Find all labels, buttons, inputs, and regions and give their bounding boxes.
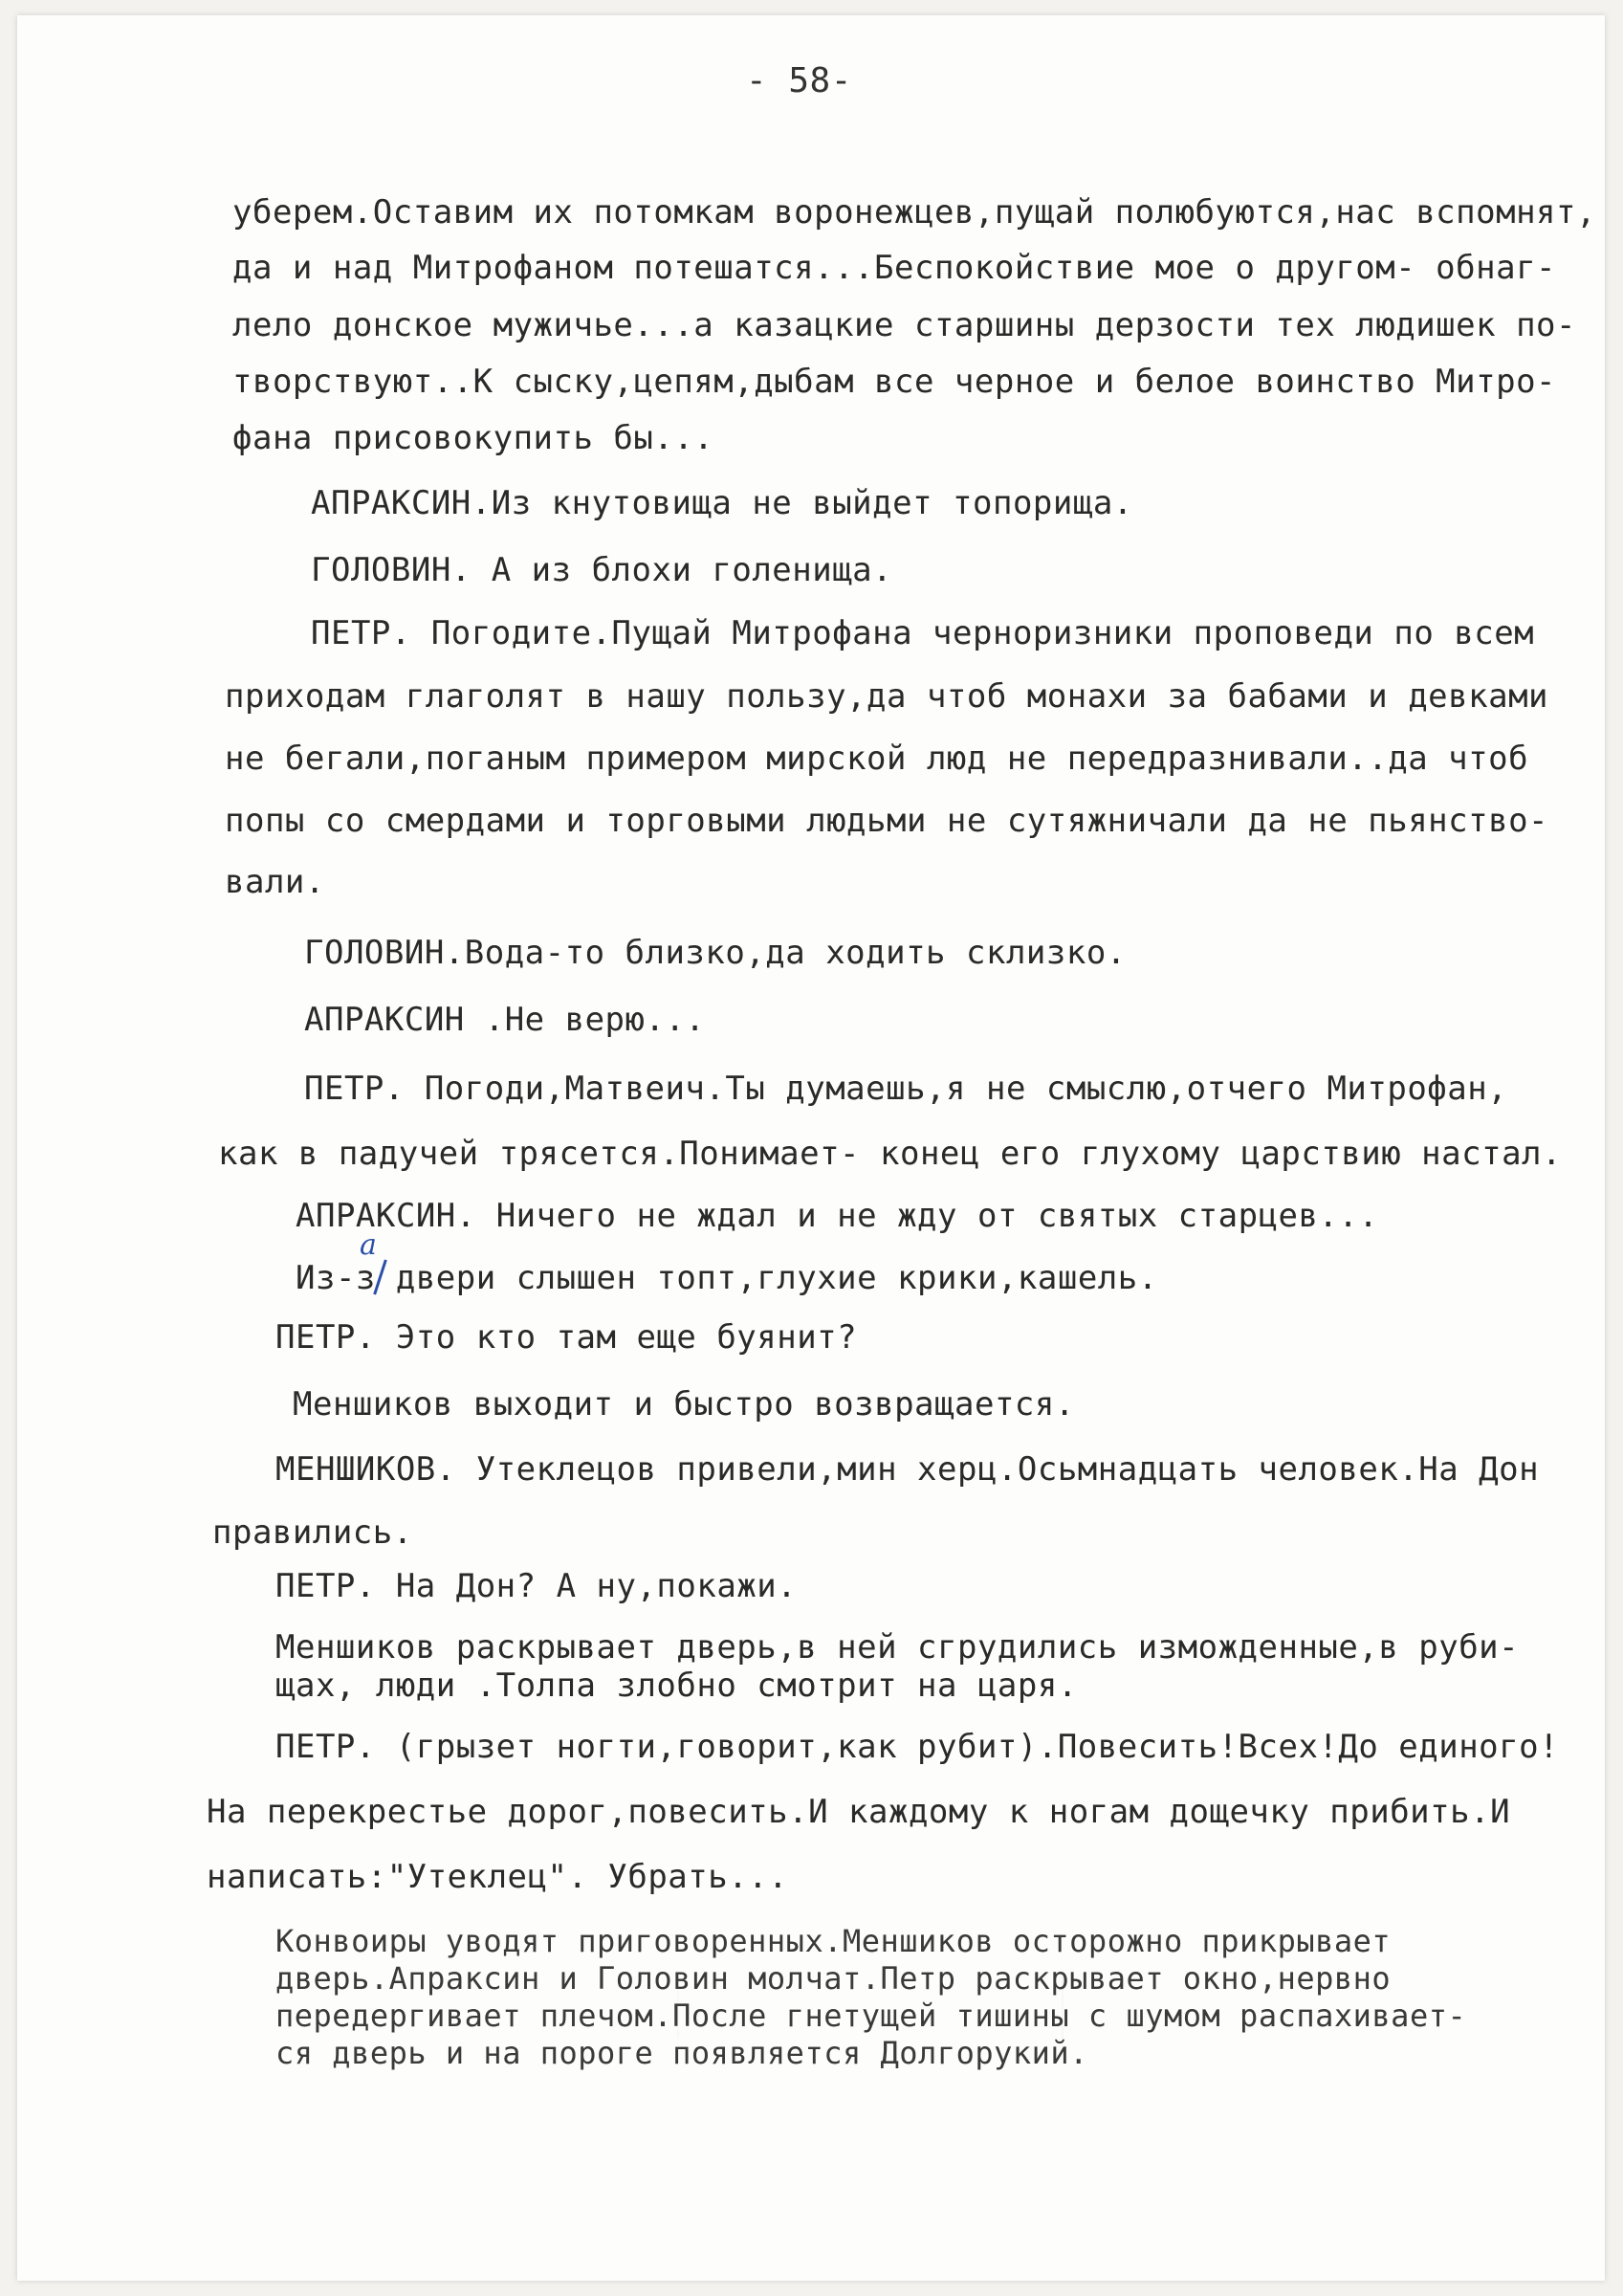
text-line: ПЕТР. На Дон? А ну,покажи. xyxy=(275,1567,798,1605)
text-line: ся дверь и на пороге появляется Долгорукий. xyxy=(275,2035,1088,2071)
text-line: Конвоиры уводят приговоренных.Меншиков осторожно прикрывает xyxy=(275,1923,1392,1959)
text-line: ПЕТР. (грызет ногти,говорит,как рубит).Повесить!Всех!До единого! xyxy=(275,1728,1560,1766)
text-line: дверь.Апраксин и Головин молчат.Петр раскрывает окно,нервно xyxy=(275,1960,1392,1997)
text-line: АПРАКСИН.Из кнутовища не выйдет топорища. xyxy=(311,484,1133,522)
text-line: попы со смердами и торговыми людьми не сутяжничали да не пьянство- xyxy=(225,802,1549,840)
text-line: лело донское мужичье...а казацкие старшины дерзости тех людишек по- xyxy=(232,306,1576,344)
document-page xyxy=(17,15,1605,2281)
text-line: щах, люди .Толпа злобно смотрит на царя. xyxy=(275,1667,1078,1705)
text-line: ПЕТР. Это кто там еще буянит? xyxy=(275,1318,858,1357)
text-line: АПРАКСИН. Ничего не ждал и не жду от святых старцев... xyxy=(296,1197,1379,1235)
text-line: МЕНШИКОВ. Утеклецов привели,мин херц.Осьмнадцать человек.На Дон xyxy=(275,1450,1540,1489)
text-line: Из-з двери слышен топт,глухие крики,кашель. xyxy=(296,1259,1158,1297)
text-line: да и над Митрофаном потешатся...Беспокойствие мое о другом- обнаг- xyxy=(232,249,1557,287)
text-line: фана присовокупить бы... xyxy=(232,419,714,457)
handwritten-correction: а xyxy=(360,1228,377,1262)
text-line: уберем.Оставим их потомкам воронежцев,пущай полюбуются,нас вспомнят, xyxy=(232,193,1596,232)
text-line: Меншиков раскрывает дверь,в ней сгрудились изможденные,в руби- xyxy=(275,1628,1520,1667)
text-line: вали. xyxy=(225,863,325,901)
text-line: Меншиков выходит и быстро возвращается. xyxy=(293,1385,1075,1424)
text-line: ГОЛОВИН. А из блохи голенища. xyxy=(311,551,893,589)
text-line: как в падучей трясется.Понимает- конец его глухому царствию настал. xyxy=(218,1135,1562,1173)
text-line: приходам глаголят в нашу пользу,да чтоб монахи за бабами и девками xyxy=(225,677,1549,716)
text-line: передергивает плечом.После гнетущей тишины с шумом распахивает- xyxy=(275,1998,1467,2034)
text-line: написать:"Утеклец". Убрать... xyxy=(207,1858,789,1896)
text-line: ПЕТР. Погодите.Пущай Митрофана черноризники проповеди по всем xyxy=(311,614,1535,652)
text-line: не бегали,поганым примером мирской люд не передразнивали..да чтоб xyxy=(225,740,1529,778)
text-line: ПЕТР. Погоди,Матвеич.Ты думаешь,я не смыслю,отчего Митрофан, xyxy=(304,1070,1508,1108)
page-number: - 58- xyxy=(746,61,852,100)
text-line: АПРАКСИН .Не верю... xyxy=(304,1001,706,1039)
text-line: ГОЛОВИН.Вода-то близко,да ходить склизко. xyxy=(304,934,1127,972)
show-through-stamp xyxy=(677,1972,1064,2039)
text-line: правились. xyxy=(212,1513,413,1552)
text-line: На перекрестье дорог,повесить.И каждому к ногам дощечку прибить.И xyxy=(207,1793,1511,1831)
text-line: творствуют..К сыску,цепям,дыбам все черное и белое воинство Митро- xyxy=(232,363,1557,401)
